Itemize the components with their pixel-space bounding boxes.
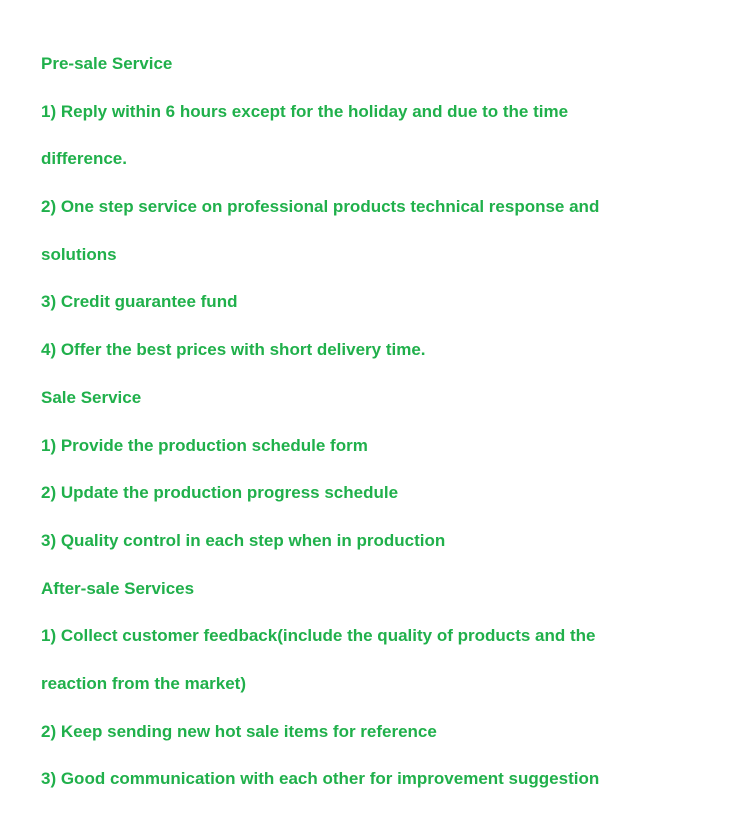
after-sale-item-3: 3) Good communication with each other for improvement suggestion: [41, 769, 600, 789]
sale-item-1: 1) Provide the production schedule form: [41, 435, 368, 455]
after-sale-item-1-line-1: 1) Collect customer feedback(include the quality of products and the: [41, 626, 596, 646]
sale-item-3: 3) Quality control in each step when in production: [41, 530, 446, 550]
after-sale-heading: After-sale Services: [41, 578, 195, 598]
service-document: [41, 40, 701, 803]
pre-sale-item-4: 4) Offer the best prices with short delivery time.: [41, 340, 426, 360]
sale-heading: Sale Service: [41, 387, 142, 407]
after-sale-item-1-line-2: reaction from the market): [41, 673, 246, 693]
after-sale-item-2: 2) Keep sending new hot sale items for reference: [41, 721, 437, 741]
pre-sale-item-1-line-1: 1) Reply within 6 hours except for the holiday and due to the time: [41, 101, 569, 121]
pre-sale-item-1-line-2: difference.: [41, 149, 127, 169]
pre-sale-item-3: 3) Credit guarantee fund: [41, 292, 238, 312]
pre-sale-item-2-line-2: solutions: [41, 244, 117, 264]
pre-sale-heading: Pre-sale Service: [41, 54, 173, 73]
sale-item-2: 2) Update the production progress schedule: [41, 483, 399, 503]
pre-sale-item-2-line-1: 2) One step service on professional products technical response and: [41, 197, 600, 217]
